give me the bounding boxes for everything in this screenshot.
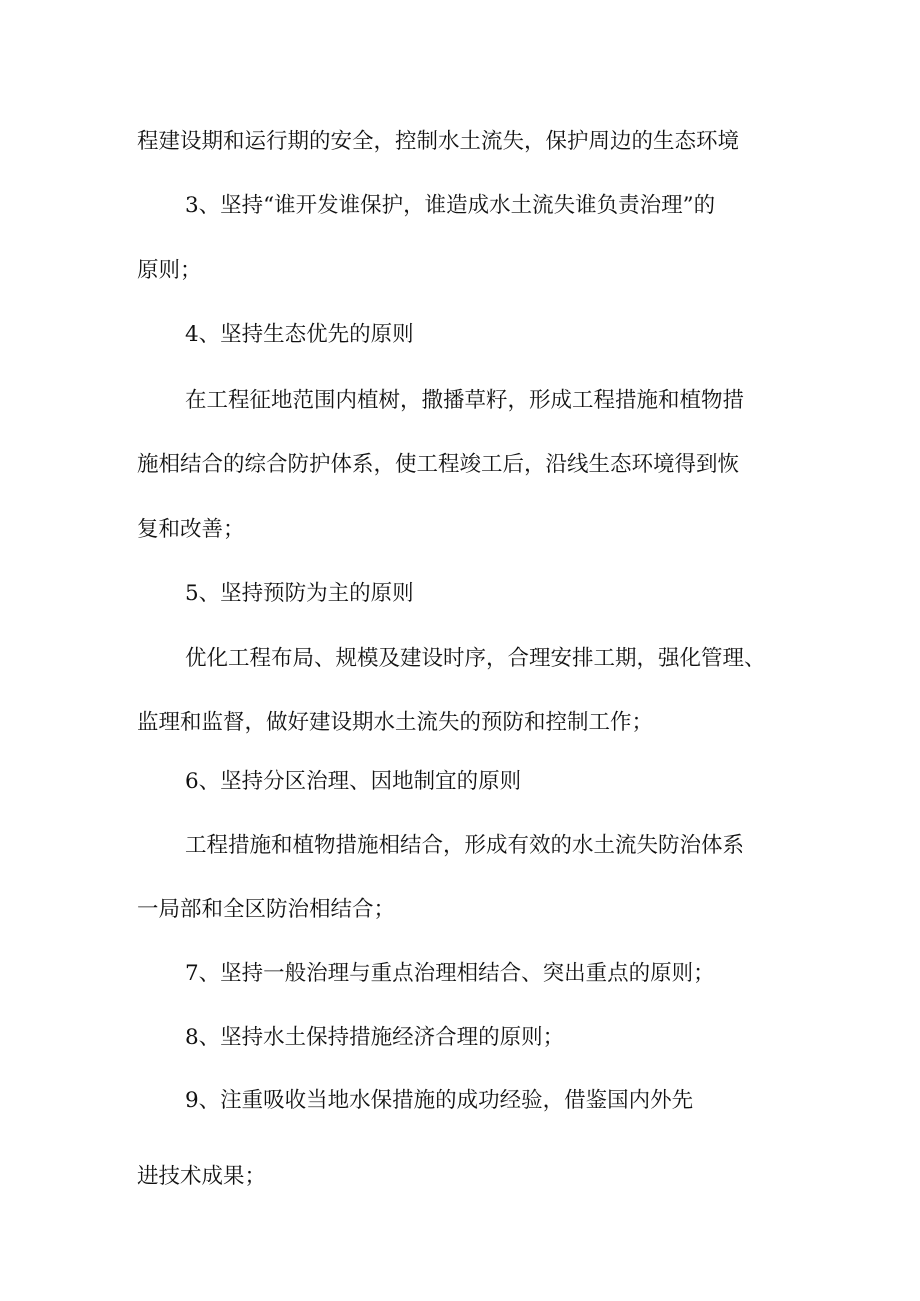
text-line-9: 优化工程布局、规模及建设时序，合理安排工期，强化管理、 xyxy=(185,646,766,671)
text-line-11: 6、坚持分区治理、因地制宜的原则 xyxy=(185,769,522,794)
text-line-7: 复和改善； xyxy=(137,517,245,542)
text-line-8: 5、坚持预防为主的原则 xyxy=(185,581,414,606)
text-line-4: 4、坚持生态优先的原则 xyxy=(185,322,414,347)
text-line-10: 监理和监督，做好建设期水土流失的预防和控制工作； xyxy=(137,710,654,735)
text-line-12: 工程措施和植物措施相结合，形成有效的水土流失防治体系 xyxy=(185,833,745,858)
text-line-17: 进技术成果； xyxy=(137,1164,267,1189)
text-line-5: 在工程征地范围内植树，撒播草籽，形成工程措施和植物措 xyxy=(185,388,745,413)
text-line-14: 7、坚持一般治理与重点治理相结合、突出重点的原则； xyxy=(185,961,715,986)
text-line-16: 9、注重吸收当地水保措施的成功经验，借鉴国内外先 xyxy=(185,1088,694,1113)
text-line-15: 8、坚持水土保持措施经济合理的原则； xyxy=(185,1025,565,1050)
text-line-3: 原则； xyxy=(137,258,202,283)
text-line-1: 程建设期和运行期的安全，控制水土流失，保护周边的生态环境 xyxy=(137,129,740,154)
text-line-6: 施相结合的综合防护体系，使工程竣工后，沿线生态环境得到恢 xyxy=(137,452,740,477)
text-line-2: 3、坚持“谁开发谁保护，谁造成水土流失谁负责治理”的 xyxy=(185,193,716,218)
text-line-13: 一局部和全区防治相结合； xyxy=(137,897,396,922)
